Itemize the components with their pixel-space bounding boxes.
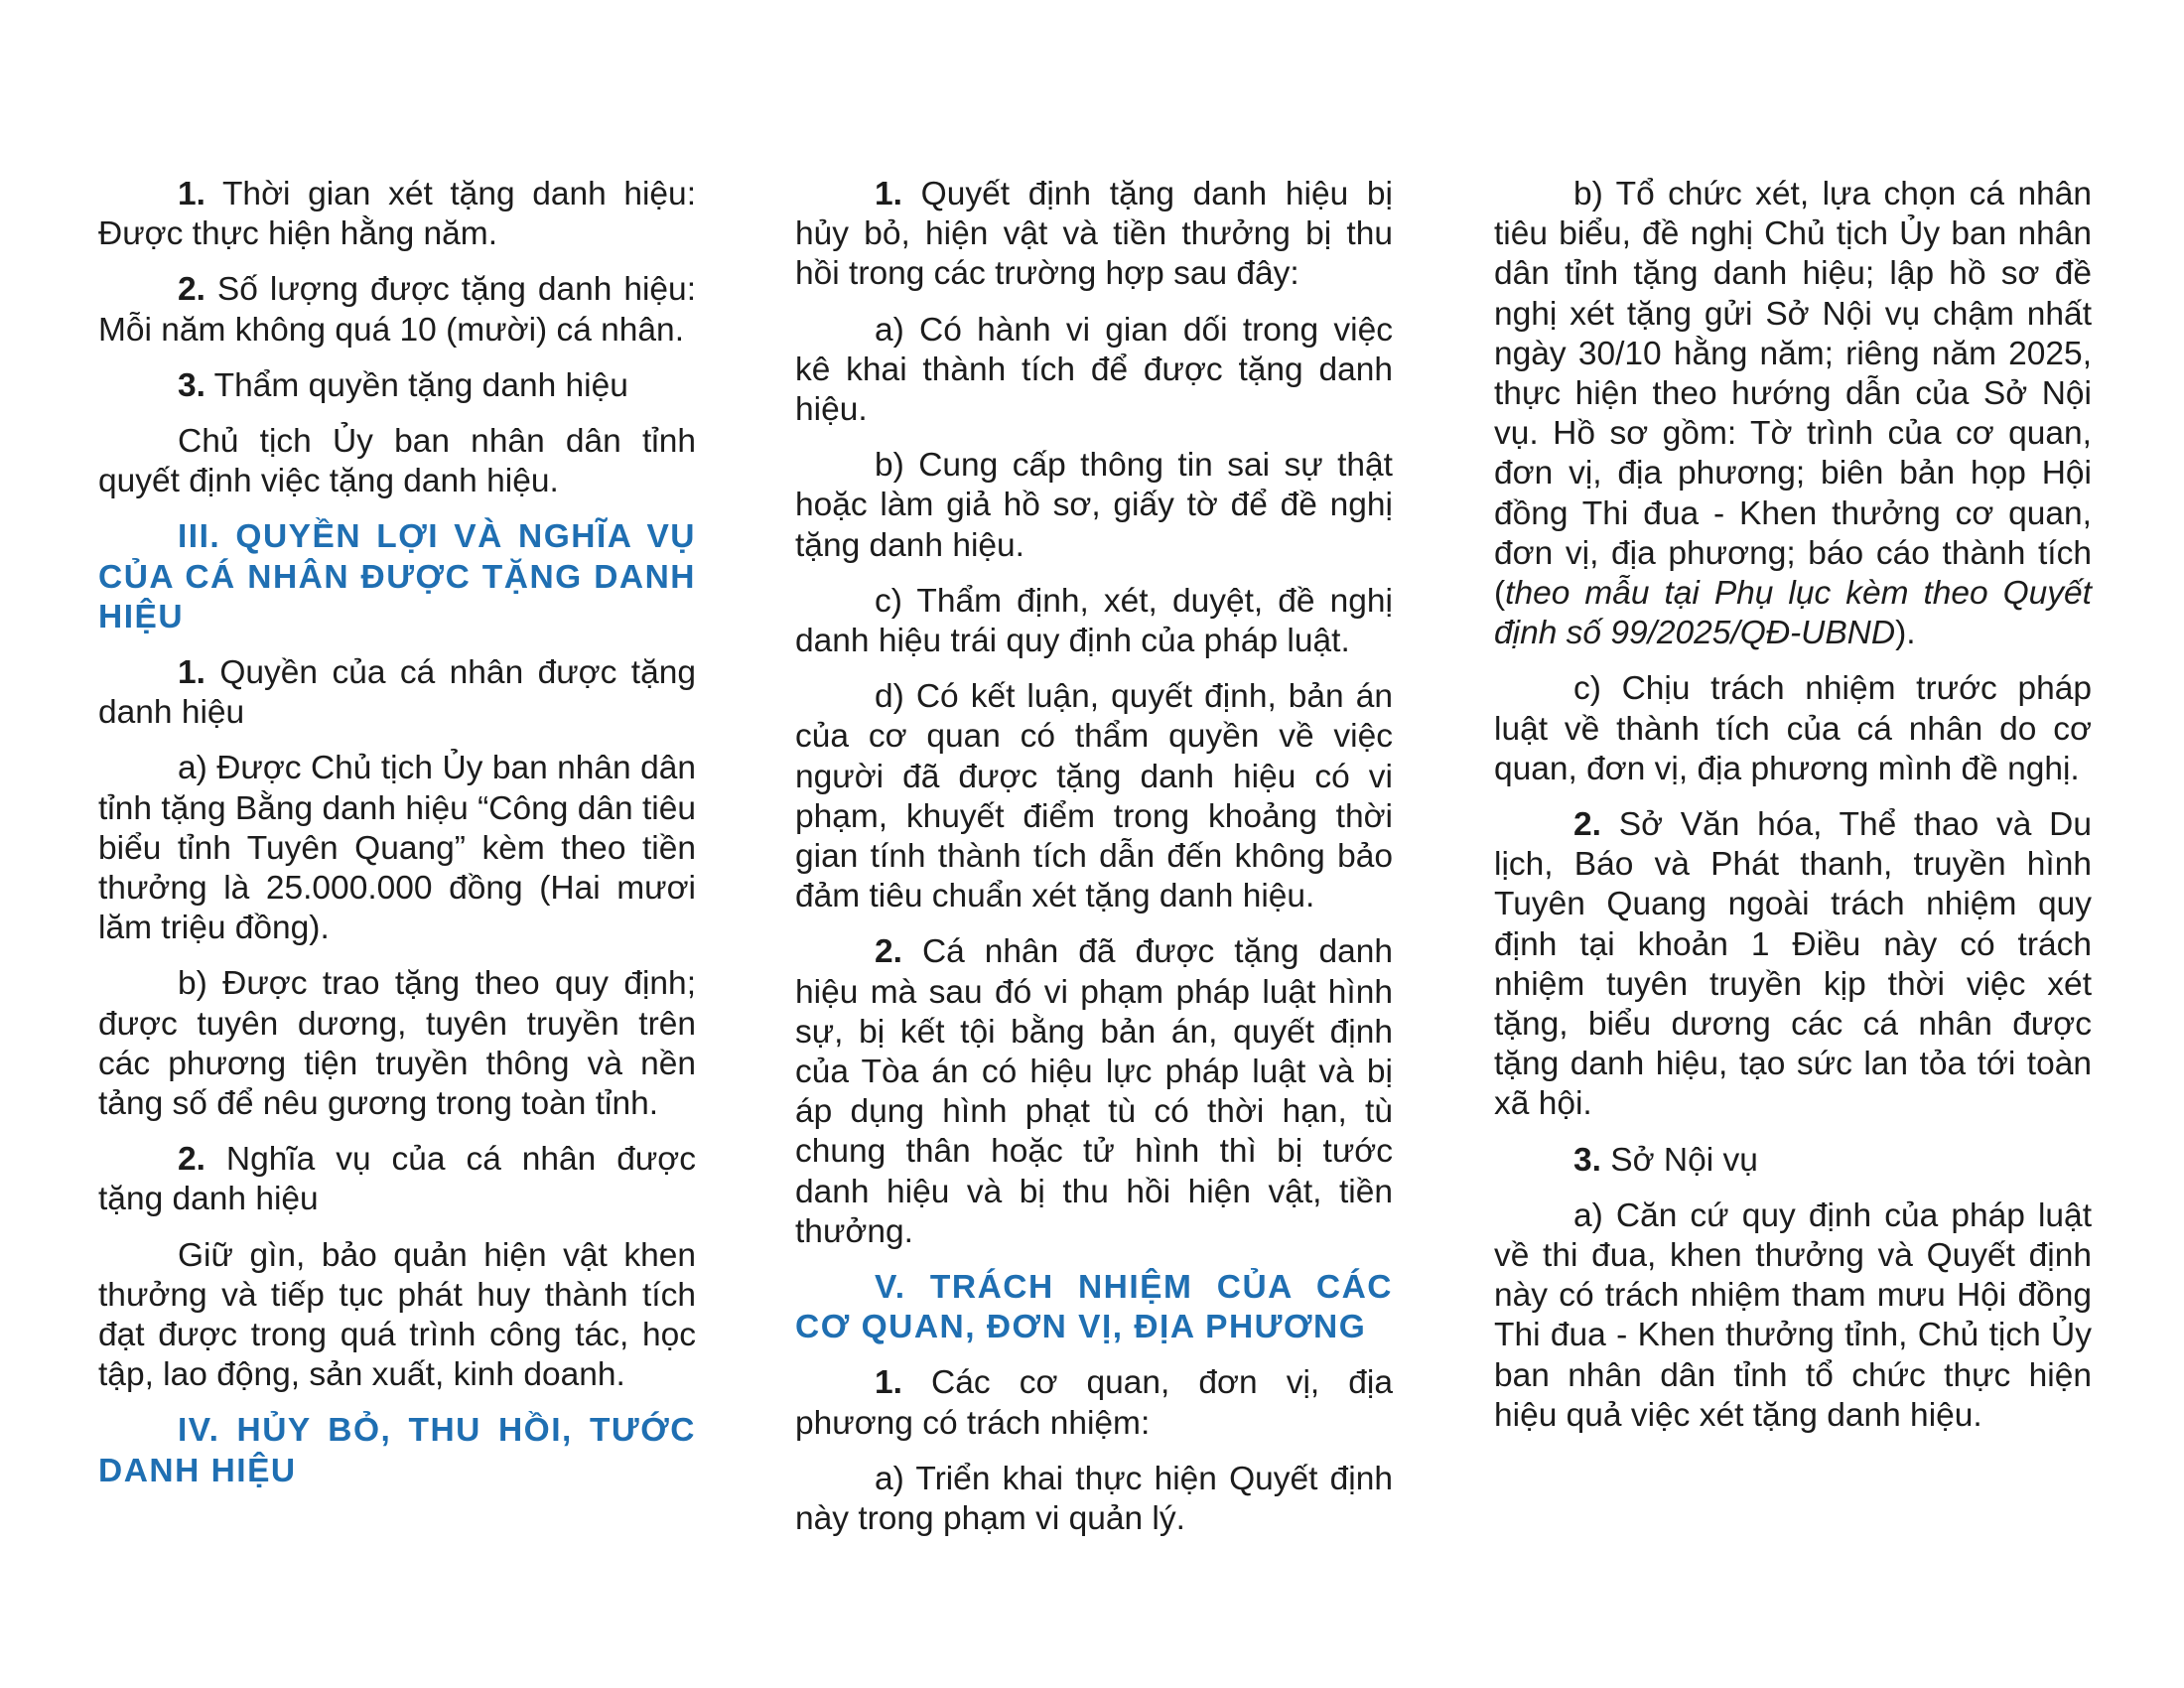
paragraph-rights-a: a) Được Chủ tịch Ủy ban nhân dân tỉnh tặng Bằng danh hiệu “Công dân tiêu biểu tỉnh Tuyên Quang” kèm theo tiền thưởng là 25.000.000 đồng (Hai mươi lăm triệu đồng). <box>98 750 696 947</box>
paragraph-text: b) Tổ chức xét, lựa chọn cá nhân tiêu biểu, đề nghị Chủ tịch Ủy ban nhân dân tỉnh tặng danh hiệu; lập hồ sơ đề nghị xét tặng gửi Sở Nội vụ chậm nhất ngày 30/10 hằng năm; riêng năm 2025, thực hiện theo hướng dẫn của Sở Nội vụ. Hồ sơ gồm: Tờ trình của cơ quan, đơn vị, địa phương; biên bản họp Hội đồng Thi đua - Khen thưởng cơ quan, đơn vị, địa phương; báo cáo thành tích ( <box>1494 176 2092 613</box>
paragraph-italic-reference: theo mẫu tại Phụ lục kèm theo Quyết định số 99/2025/QĐ-UBND <box>1494 575 2092 652</box>
paragraph-text: Thẩm quyền tặng danh hiệu <box>205 366 628 404</box>
item-number: 1. <box>875 1364 902 1402</box>
paragraph-responsibility <box>795 1363 1393 1443</box>
paragraph-text: Các cơ quan, đơn vị, địa phương có trách nhiệm: <box>795 1364 1393 1442</box>
paragraph-responsibility-c: c) Chịu trách nhiệm trước pháp luật về thành tích của cá nhân do cơ quan, đơn vị, địa phương mình đề nghị. <box>1494 670 2092 787</box>
paragraph-text: Quyền của cá nhân được tặng danh hiệu <box>98 654 696 732</box>
paragraph-text-end: ). <box>1895 615 1916 652</box>
paragraph-revocation <box>795 175 1393 295</box>
paragraph-time <box>98 175 696 254</box>
paragraph-culture-dept <box>1494 805 2092 1125</box>
paragraph-text: Số lượng được tặng danh hiệu: Mỗi năm không quá 10 (mười) cá nhân. <box>98 271 696 349</box>
paragraph-rights <box>98 653 696 733</box>
column-left <box>98 175 696 1507</box>
paragraph-revocation-a: a) Có hành vi gian dối trong việc kê khai thành tích để được tặng danh hiệu. <box>795 311 1393 429</box>
paragraph-revocation-c: c) Thẩm định, xét, duyệt, đề nghị danh hiệu trái quy định của pháp luật. <box>795 582 1393 660</box>
column-middle <box>795 175 1393 1555</box>
paragraph-revocation-b: b) Cung cấp thông tin sai sự thật hoặc làm giả hồ sơ, giấy tờ để đề nghị tặng danh hiệu. <box>795 447 1393 564</box>
section-heading-v: V. TRÁCH NHIỆM CỦA CÁC CƠ QUAN, ĐƠN VỊ, ĐỊA PHƯƠNG <box>795 1269 1393 1346</box>
column-right <box>1494 175 2092 1452</box>
paragraph-stripping <box>795 932 1393 1252</box>
section-heading-iii: III. QUYỀN LỢI VÀ NGHĨA VỤ CỦA CÁ NHÂN ĐƯỢC TẶNG DANH HIỆU <box>98 518 696 635</box>
paragraph-text: Nghĩa vụ của cá nhân được tặng danh hiệu <box>98 1141 696 1218</box>
paragraph-quantity <box>98 270 696 350</box>
paragraph-duties <box>98 1140 696 1219</box>
paragraph-home-affairs-a: a) Căn cứ quy định của pháp luật về thi đua, khen thưởng và Quyết định này có trách nhiệm tham mưu Hội đồng Thi đua - Khen thưởng tỉnh, Chủ tịch Ủy ban nhân dân tỉnh tổ chức thực hiện hiệu quả việc xét tặng danh hiệu. <box>1494 1196 2092 1434</box>
paragraph-responsibility-a: a) Triển khai thực hiện Quyết định này trong phạm vi quản lý. <box>795 1460 1393 1538</box>
item-number: 2. <box>178 1141 205 1179</box>
paragraph-home-affairs <box>1494 1141 2092 1181</box>
paragraph-text: Cá nhân đã được tặng danh hiệu mà sau đó vi phạm pháp luật hình sự, bị kết tội bằng bản án, quyết định của Tòa án có hiệu lực pháp luật và bị áp dụng hình phạt tù có thời hạn, tù chung thân hoặc tử hình thì bị tước danh hiệu và bị thu hồi hiện vật, tiền thưởng. <box>795 933 1393 1250</box>
paragraph-text: Thời gian xét tặng danh hiệu: Được thực hiện hằng năm. <box>98 176 696 253</box>
item-number: 3. <box>1573 1141 1601 1179</box>
item-number: 2. <box>875 933 902 971</box>
item-number: 1. <box>178 654 205 692</box>
item-number: 3. <box>178 366 205 404</box>
paragraph-duties-text: Giữ gìn, bảo quản hiện vật khen thưởng và tiếp tục phát huy thành tích đạt được trong quá trình công tác, học tập, lao động, sản xuất, kinh doanh. <box>98 1236 696 1394</box>
item-number: 2. <box>1573 806 1601 844</box>
section-heading-iv: IV. HỦY BỎ, THU HỒI, TƯỚC DANH HIỆU <box>98 1412 696 1489</box>
paragraph-authority <box>98 366 696 406</box>
paragraph-text: Quyết định tặng danh hiệu bị hủy bỏ, hiện vật và tiền thưởng bị thu hồi trong các trường hợp sau đây: <box>795 176 1393 293</box>
paragraph-rights-b: b) Được trao tặng theo quy định; được tuyên dương, tuyên truyền trên các phương tiện truyền thông và nền tảng số để nêu gương trong toàn tỉnh. <box>98 965 696 1123</box>
item-number: 1. <box>875 176 902 212</box>
item-number: 1. <box>178 176 205 212</box>
item-number: 2. <box>178 271 205 309</box>
paragraph-text: Sở Văn hóa, Thể thao và Du lịch, Báo và Phát thanh, truyền hình Tuyên Quang ngoài trách nhiệm quy định tại khoản 1 Điều này có trách nhiệm tuyên truyền kịp thời việc xét tặng, biểu dương các cá nhân được tặng danh hiệu, tạo sức lan tỏa tới toàn xã hội. <box>1494 806 2092 1123</box>
paragraph-authority-text: Chủ tịch Ủy ban nhân dân tỉnh quyết định việc tặng danh hiệu. <box>98 423 696 500</box>
paragraph-responsibility-b <box>1494 175 2092 653</box>
paragraph-revocation-d: d) Có kết luận, quyết định, bản án của cơ quan có thẩm quyền về việc người đã được tặng danh hiệu có vi phạm, khuyết điểm trong khoảng thời gian tính thành tích dẫn đến không bảo đảm tiêu chuẩn xét tặng danh hiệu. <box>795 678 1393 915</box>
paragraph-text: Sở Nội vụ <box>1600 1141 1758 1179</box>
